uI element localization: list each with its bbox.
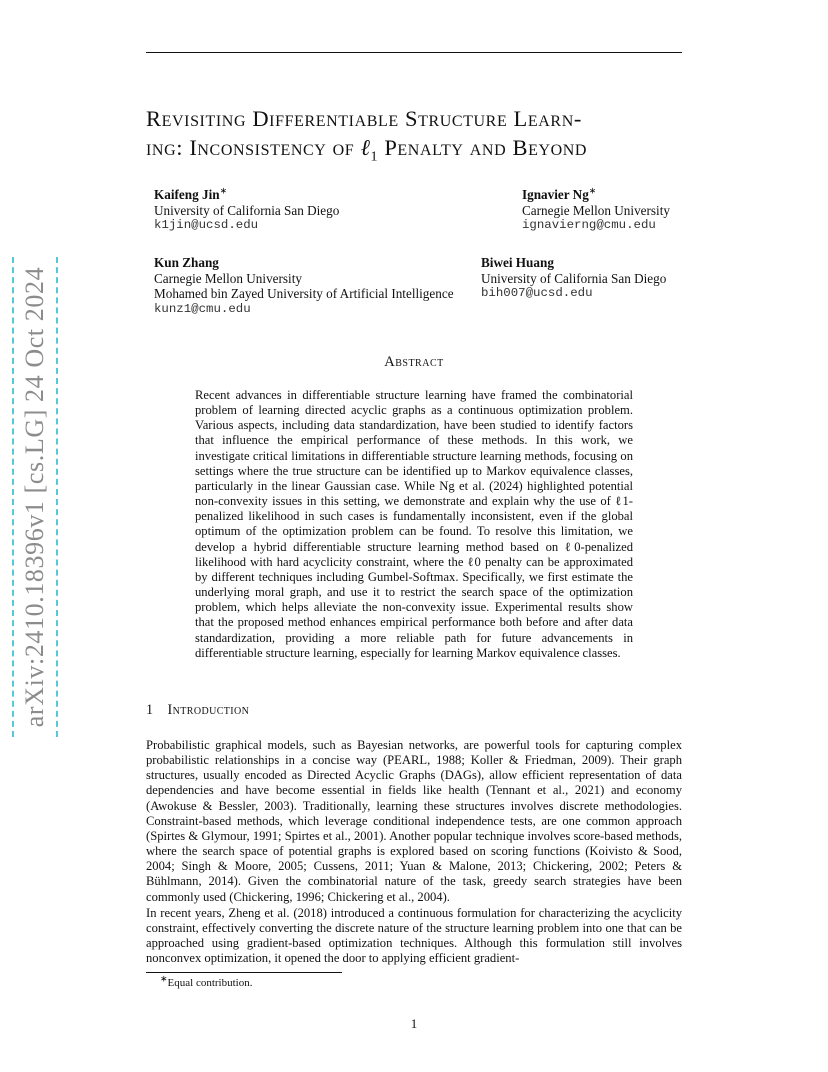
author-name: Ignavier Ng xyxy=(522,187,589,202)
author-affiliation: University of California San Diego xyxy=(481,270,667,286)
stamp-border-top xyxy=(12,257,14,737)
author-affiliation: Carnegie Mellon University xyxy=(522,202,670,218)
author-block-3 xyxy=(154,255,454,317)
author-affiliation: University of California San Diego xyxy=(154,202,340,218)
title-line-2: ing: Inconsistency of ℓ$_1$ Penalty and Beyond xyxy=(146,135,588,165)
abstract-heading: Abstract xyxy=(384,354,444,370)
section-heading xyxy=(146,702,249,719)
author-email[interactable]: k1jin@ucsd.edu xyxy=(154,218,259,232)
intro-paragraph-1: Probabilistic graphical models, such as Bayesian networks, are powerful tools for capturing complex probabilistic relationships in a concise way (PEARL, 1988; Koller & Friedman, 2009). Their graph structures, usually encoded as Directed Acyclic Graphs (DAGs), allow efficient representation of data dependencies and have become essential in fields like health (Tennant et al., 2021) and economy (Awokuse & Bessler, 2003). Traditionally, learning these structures involves discrete methodologies. Constraint-based methods, which leverage conditional independence tests, are one common approach (Spirtes & Glymour, 1991; Spirtes et al., 2001). Another popular technique involves score-based methods, where the search space of potential graphs is explored based on scoring functions (Koivisto & Sood, 2004; Singh & Moore, 2005; Cussens, 2011; Yuan & Malone, 2013; Chickering, 2002; Peters & Bühlmann, 2014). Given the combinatorial nature of the task, greedy search strategies have been commonly used (Chickering, 1996; Chickering et al., 2004). xyxy=(146,738,682,904)
intro-paragraph-2: In recent years, Zheng et al. (2018) introduced a continuous formulation for characterizing the acyclicity constraint, effectively converting the discrete nature of the structure learning problem into one that can be approached using gradient-based optimization techniques. Although this formulation still involves nonconvex optimization, it opened the door to applying efficient gradient- xyxy=(146,906,682,966)
author-email[interactable]: bih007@ucsd.edu xyxy=(481,286,593,300)
top-rule xyxy=(146,52,682,53)
author-name: Kun Zhang xyxy=(154,255,219,270)
author-block-2: Ignavier Ng∗ Carnegie Mellon University ignavierng@cmu.edu xyxy=(522,185,670,232)
author-affiliation-2: Mohamed bin Zayed University of Artificial Intelligence xyxy=(154,286,454,301)
footnote-rule xyxy=(146,972,342,973)
arxiv-identifier-stamp[interactable] xyxy=(12,257,58,737)
author-email[interactable]: kunz1@cmu.edu xyxy=(154,301,251,316)
author-block-4 xyxy=(481,255,666,302)
author-block-1: Kaifeng Jin∗ University of California San Diego k1jin@ucsd.edu xyxy=(154,185,340,232)
stamp-border-bottom xyxy=(56,257,58,737)
author-name: Biwei Huang xyxy=(481,255,554,270)
footnote: ∗Equal contribution. xyxy=(160,973,253,989)
abstract-body: Recent advances in differentiable structure learning have framed the combinatorial problem of learning directed acyclic graphs as a continuous optimization problem. Various aspects, including data standardization, have been studied to identify factors that influence the empirical performance of these methods. In this work, we investigate critical limitations in differentiable structure learning methods, focusing on settings where the true structure can be identified up to Markov equivalence classes, particularly in the linear Gaussian case. While Ng et al. (2024) highlighted potential non-convexity issues in this setting, we demonstrate and explain why the use of ℓ1-penalized likelihood in such cases is fundamentally inconsistent, even if the global optimum of the optimization problem can be found. To resolve this limitation, we develop a hybrid differentiable structure learning method based on ℓ0-penalized likelihood with hard acyclicity constraint, where the ℓ0 penalty can be approximated by different techniques including Gumbel-Softmax. Specifically, we first estimate the underlying moral graph, and use it to restrict the search space of the optimization problem, which helps alleviate the non-convexity issue. Experimental results show that the proposed method enhances empirical performance both before and after data standardization, providing a more reliable path for future advancements in differentiable structure learning, especially for learning Markov equivalence classes. xyxy=(195,388,633,660)
author-email[interactable]: ignavierng@cmu.edu xyxy=(522,218,656,232)
section-title: Introduction xyxy=(167,702,250,718)
author-name: Kaifeng Jin xyxy=(154,187,220,202)
author-affiliation: Carnegie Mellon University xyxy=(154,270,302,286)
page-number: 1 xyxy=(410,1016,418,1031)
section-number: 1 xyxy=(146,702,154,718)
title-line-1: Revisiting Differentiable Structure Learn- xyxy=(146,106,582,131)
paper-title xyxy=(146,104,706,172)
arxiv-id-text: arXiv:2410.18396v1 [cs.LG] 24 Oct 2024 xyxy=(20,266,49,728)
